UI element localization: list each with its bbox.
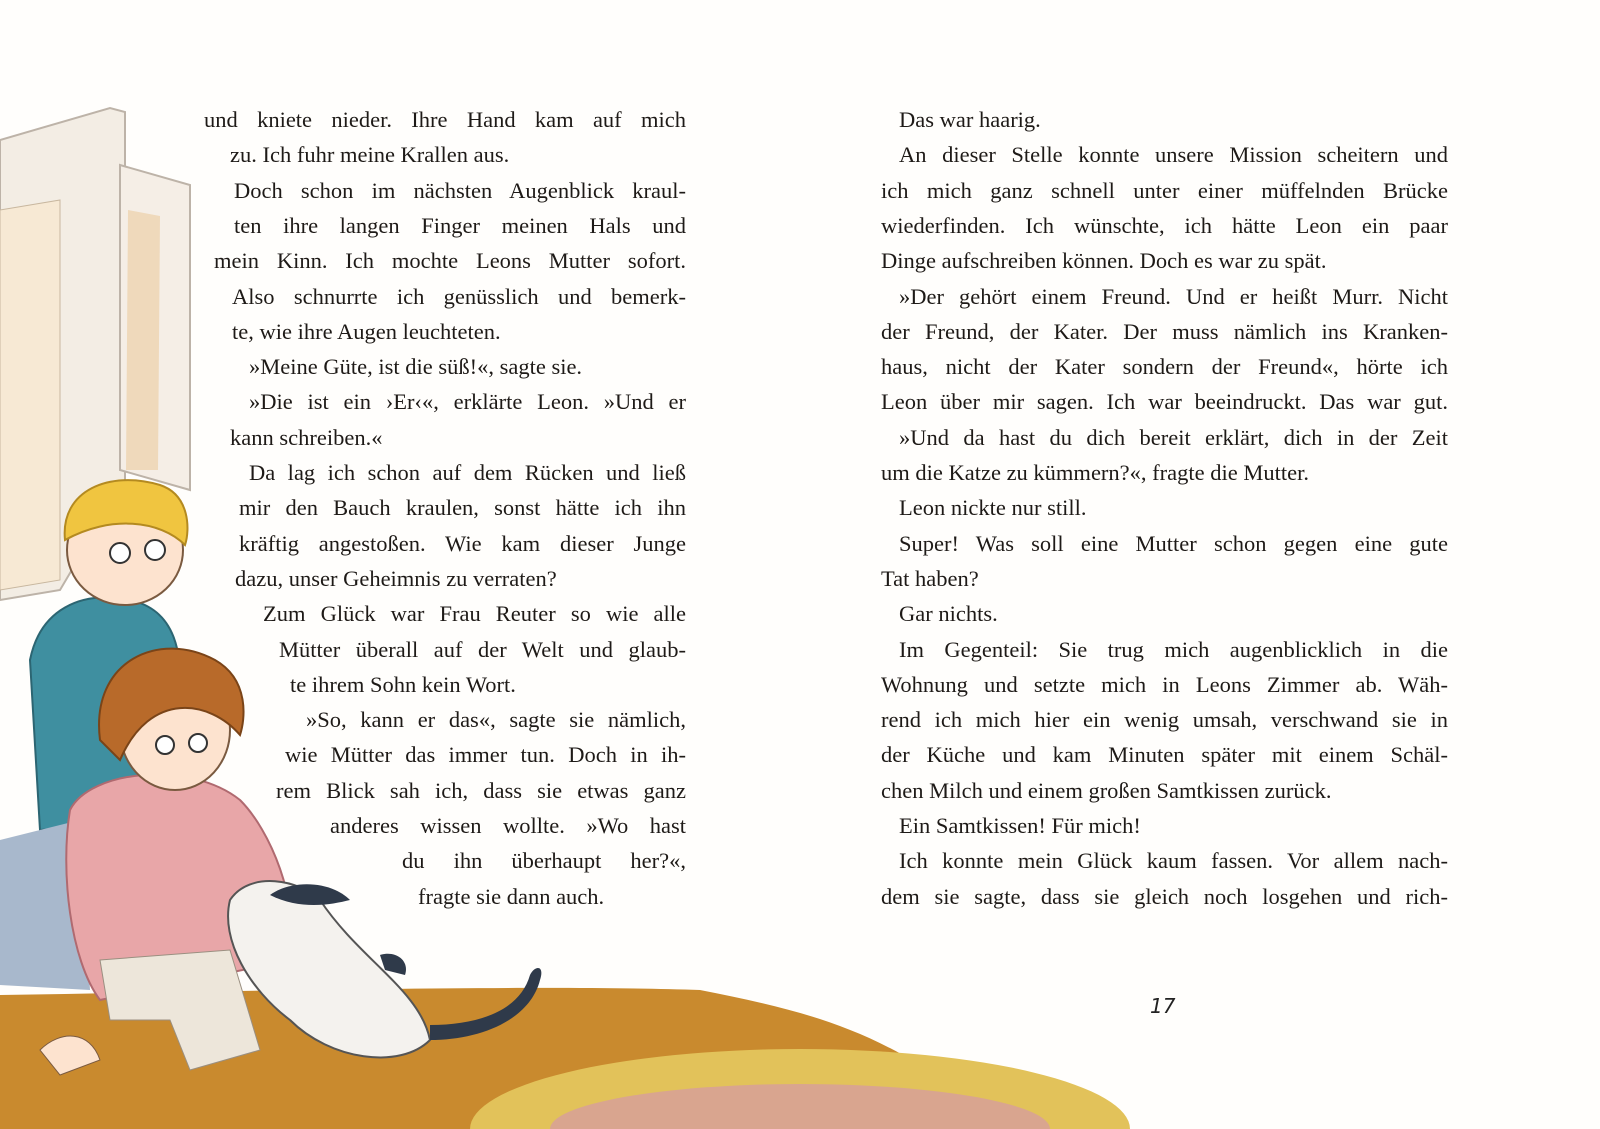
text-line: Leon über mir sagen. Ich war beeindruckt. Das war gut. xyxy=(881,389,1448,415)
text-line: dem sie sagte, dass sie gleich noch losgehen und rich- xyxy=(881,883,1448,909)
text-line: dazu, unser Geheimnis zu verraten? xyxy=(235,565,557,591)
text-line: haus, nicht der Kater sondern der Freund«, hörte ich xyxy=(881,354,1448,380)
text-line: zu. Ich fuhr meine Krallen aus. xyxy=(230,142,510,168)
text-line: Zum Glück war Frau Reuter so wie alle xyxy=(263,601,686,627)
text-line: und kniete nieder. Ihre Hand kam auf mich xyxy=(204,107,686,132)
text-line: Im Gegenteil: Sie trug mich augenblicklich in die xyxy=(899,636,1448,662)
text-line: »Und da hast du dich bereit erklärt, dich in der Zeit xyxy=(899,424,1448,450)
text-line: Wohnung und setzte mich in Leons Zimmer ab. Wäh- xyxy=(881,671,1448,697)
text-line: Das war haarig. xyxy=(899,107,1041,132)
text-line: chen Milch und einem großen Samtkissen zurück. xyxy=(881,777,1332,803)
text-line: kann schreiben.« xyxy=(230,424,383,450)
text-line: rend ich mich hier ein wenig umsah, verschwand sie in xyxy=(881,707,1448,733)
text-line: »Die ist ein ›Er‹«, erklärte Leon. »Und er xyxy=(249,389,686,415)
text-line: wie Mütter das immer tun. Doch in ih- xyxy=(285,742,686,768)
text-line: Da lag ich schon auf dem Rücken und ließ xyxy=(249,460,686,485)
text-line: Super! Was soll eine Mutter schon gegen eine gute xyxy=(899,530,1448,556)
text-line: »So, kann er das«, sagte sie nämlich, xyxy=(306,707,686,733)
text-line: Mütter überall auf der Welt und glaub- xyxy=(279,636,686,662)
text-line: mein Kinn. Ich mochte Leons Mutter sofort. xyxy=(214,248,686,274)
text-line: um die Katze zu kümmern?«, fragte die Mutter. xyxy=(881,460,1309,485)
text-line: An dieser Stelle konnte unsere Mission scheitern und xyxy=(899,142,1448,168)
text-line: Leon nickte nur still. xyxy=(899,495,1087,521)
text-line: Tat haben? xyxy=(881,565,979,591)
text-line: ich mich ganz schnell unter einer müffelnden Brücke xyxy=(881,177,1448,203)
text-line: Also schnurrte ich genüsslich und bemerk- xyxy=(232,283,686,309)
text-line: kräftig angestoßen. Wie kam dieser Junge xyxy=(239,530,686,556)
text-line: du ihn überhaupt her?«, xyxy=(402,848,686,874)
text-line: te, wie ihre Augen leuchteten. xyxy=(232,318,501,344)
page-number: 17 xyxy=(1150,994,1176,1018)
text-line: wiederfinden. Ich wünschte, ich hätte Leon ein paar xyxy=(881,212,1448,238)
text-line: Gar nichts. xyxy=(899,601,998,627)
text-line: der Freund, der Kater. Der muss nämlich ins Kranken- xyxy=(881,318,1448,344)
text-line: rem Blick sah ich, dass sie etwas ganz xyxy=(276,777,686,803)
text-line: »Der gehört einem Freund. Und er heißt Murr. Nicht xyxy=(899,283,1448,309)
text-line: Ich konnte mein Glück kaum fassen. Vor allem nach- xyxy=(899,848,1448,874)
text-line: mir den Bauch kraulen, sonst hätte ich ihn xyxy=(239,495,686,521)
text-line: der Küche und kam Minuten später mit einem Schäl- xyxy=(881,742,1448,768)
text-line: Ein Samtkissen! Für mich! xyxy=(899,813,1141,838)
text-line: »Meine Güte, ist die süß!«, sagte sie. xyxy=(249,354,583,380)
text-line: anderes wissen wollte. »Wo hast xyxy=(330,813,686,838)
text-line: Dinge aufschreiben können. Doch es war zu spät. xyxy=(881,248,1327,274)
text-line: Doch schon im nächsten Augenblick kraul- xyxy=(234,177,686,203)
text-line: te ihrem Sohn kein Wort. xyxy=(290,671,516,697)
text-line: ten ihre langen Finger meinen Hals und xyxy=(234,212,686,238)
text-line: fragte sie dann auch. xyxy=(418,883,605,909)
